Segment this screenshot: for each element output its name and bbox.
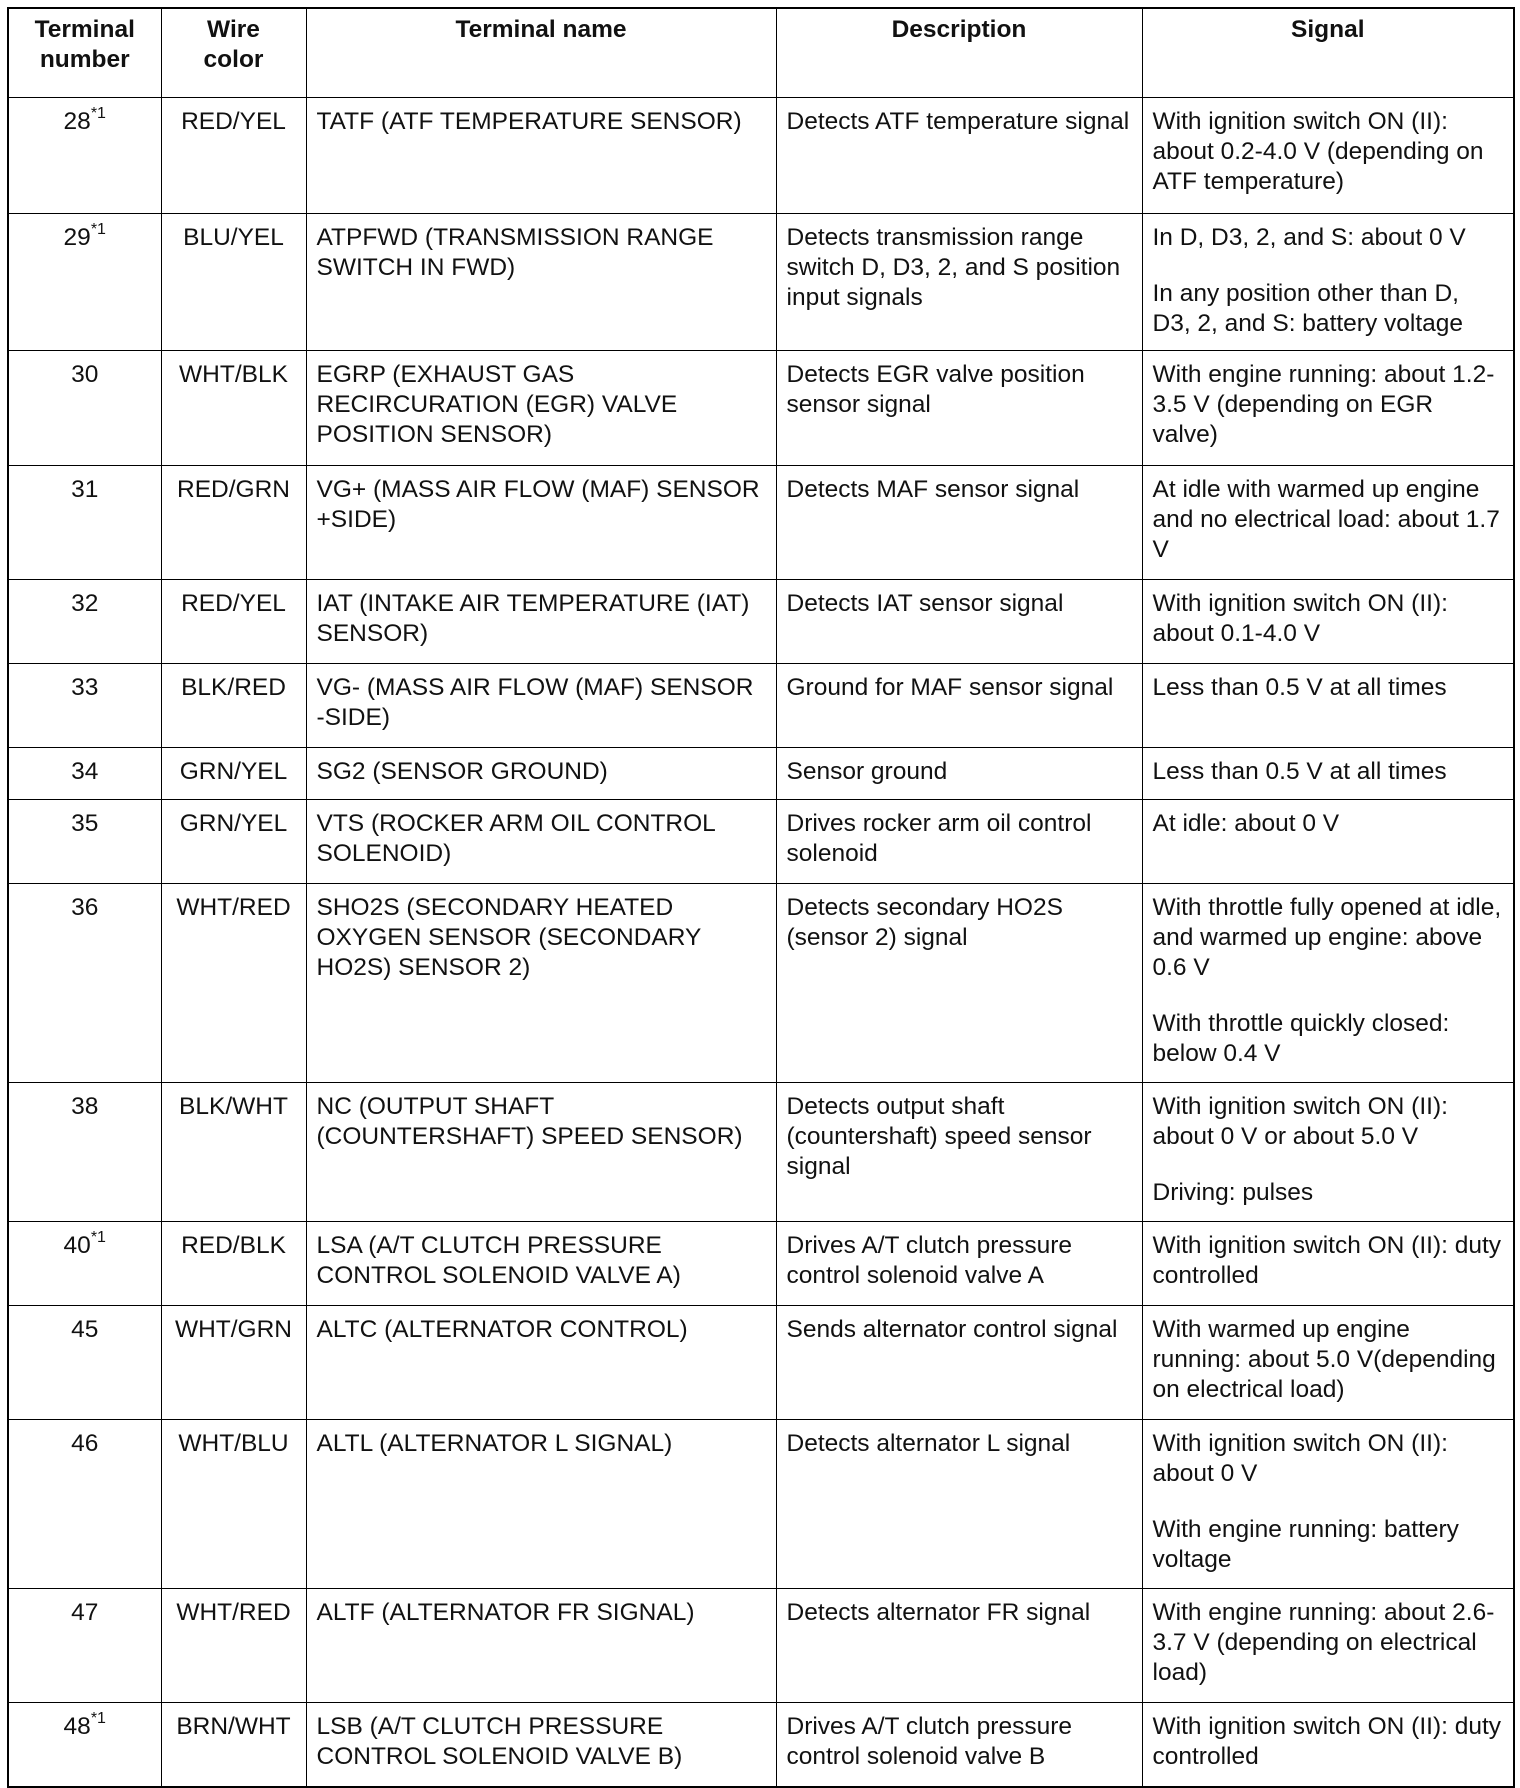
signal-cell bbox=[1142, 884, 1514, 1083]
wire-color-cell: BLU/YEL bbox=[161, 214, 306, 351]
footnote-marker: *1 bbox=[90, 1228, 106, 1246]
terminal-number: 33 bbox=[71, 674, 99, 701]
terminal-number-cell bbox=[8, 884, 161, 1083]
table-row bbox=[8, 351, 1514, 466]
table-row bbox=[8, 1589, 1514, 1703]
signal-text: In D, D3, 2, and S: about 0 V bbox=[1152, 224, 1466, 251]
table-row bbox=[8, 1703, 1514, 1787]
table-row bbox=[8, 98, 1514, 214]
terminal-number: 45 bbox=[71, 1316, 99, 1343]
description-cell: Detects alternator FR signal bbox=[776, 1589, 1142, 1703]
description-cell: Detects transmission range switch D, D3, 2, and S position input signals bbox=[776, 214, 1142, 351]
description-cell: Detects MAF sensor signal bbox=[776, 466, 1142, 580]
signal-text: With engine running: about 1.2-3.5 V (depending on EGR valve) bbox=[1152, 361, 1495, 448]
table-row bbox=[8, 664, 1514, 748]
wire-color-cell: BLK/RED bbox=[161, 664, 306, 748]
description-cell: Drives A/T clutch pressure control solenoid valve B bbox=[776, 1703, 1142, 1787]
terminal-name-cell: ALTC (ALTERNATOR CONTROL) bbox=[306, 1306, 776, 1420]
header-signal: Signal bbox=[1142, 8, 1514, 98]
terminal-number: 38 bbox=[71, 1093, 99, 1120]
terminal-number-cell bbox=[8, 98, 161, 214]
signal-cell bbox=[1142, 664, 1514, 748]
signal-text: Driving: pulses bbox=[1152, 1179, 1314, 1206]
terminal-number: 46 bbox=[71, 1430, 99, 1457]
signal-text: With ignition switch ON (II): duty controlled bbox=[1152, 1232, 1502, 1289]
table-row bbox=[8, 1222, 1514, 1306]
signal-cell bbox=[1142, 214, 1514, 351]
signal-text: Less than 0.5 V at all times bbox=[1152, 758, 1447, 785]
wire-color-cell: WHT/BLU bbox=[161, 1420, 306, 1589]
wire-color-cell: BRN/WHT bbox=[161, 1703, 306, 1787]
signal-cell bbox=[1142, 351, 1514, 466]
signal-text: With warmed up engine running: about 5.0 V(depending on electrical load) bbox=[1152, 1316, 1496, 1403]
terminal-number-cell bbox=[8, 1306, 161, 1420]
description-cell: Ground for MAF sensor signal bbox=[776, 664, 1142, 748]
wire-color-cell: GRN/YEL bbox=[161, 800, 306, 884]
wire-color-cell: BLK/WHT bbox=[161, 1083, 306, 1222]
signal-cell bbox=[1142, 1703, 1514, 1787]
description-cell: Detects EGR valve position sensor signal bbox=[776, 351, 1142, 466]
terminal-number: 48 bbox=[63, 1713, 91, 1740]
signal-cell bbox=[1142, 580, 1514, 664]
wire-color-cell: RED/GRN bbox=[161, 466, 306, 580]
table-row bbox=[8, 748, 1514, 800]
table-row bbox=[8, 466, 1514, 580]
terminal-number: 30 bbox=[71, 361, 99, 388]
signal-cell bbox=[1142, 1306, 1514, 1420]
footnote-marker: *1 bbox=[90, 220, 106, 238]
signal-text: With ignition switch ON (II): about 0 V bbox=[1152, 1430, 1448, 1487]
terminal-name-cell: NC (OUTPUT SHAFT (COUNTERSHAFT) SPEED SENSOR) bbox=[306, 1083, 776, 1222]
terminal-name-cell: VG- (MASS AIR FLOW (MAF) SENSOR -SIDE) bbox=[306, 664, 776, 748]
signal-text: With ignition switch ON (II): about 0.2-4.0 V (depending on ATF temperature) bbox=[1152, 108, 1484, 195]
terminal-number: 28 bbox=[63, 108, 91, 135]
signal-text: With ignition switch ON (II): about 0.1-4.0 V bbox=[1152, 590, 1448, 647]
signal-text: In any position other than D, D3, 2, and S: battery voltage bbox=[1152, 280, 1464, 337]
signal-cell bbox=[1142, 1083, 1514, 1222]
terminal-number-cell bbox=[8, 1222, 161, 1306]
signal-text: With throttle fully opened at idle, and warmed up engine: above 0.6 V bbox=[1152, 894, 1502, 981]
table-row bbox=[8, 1083, 1514, 1222]
footnote-marker: *1 bbox=[90, 104, 106, 122]
description-cell: Detects IAT sensor signal bbox=[776, 580, 1142, 664]
description-cell: Detects alternator L signal bbox=[776, 1420, 1142, 1589]
signal-text: With ignition switch ON (II): duty controlled bbox=[1152, 1713, 1502, 1770]
footnote-marker: *1 bbox=[90, 1709, 106, 1727]
description-cell: Drives rocker arm oil control solenoid bbox=[776, 800, 1142, 884]
wire-color-cell: RED/YEL bbox=[161, 98, 306, 214]
signal-cell bbox=[1142, 748, 1514, 800]
wire-color-cell: WHT/BLK bbox=[161, 351, 306, 466]
description-cell: Detects secondary HO2S (sensor 2) signal bbox=[776, 884, 1142, 1083]
terminal-name-cell: ALTL (ALTERNATOR L SIGNAL) bbox=[306, 1420, 776, 1589]
terminal-number-cell bbox=[8, 664, 161, 748]
signal-text: At idle with warmed up engine and no electrical load: about 1.7 V bbox=[1152, 476, 1500, 563]
terminal-name-cell: LSB (A/T CLUTCH PRESSURE CONTROL SOLENOID VALVE B) bbox=[306, 1703, 776, 1787]
description-cell: Sensor ground bbox=[776, 748, 1142, 800]
terminal-number-cell bbox=[8, 466, 161, 580]
terminal-number-cell bbox=[8, 214, 161, 351]
terminal-table bbox=[7, 7, 1515, 1788]
terminal-name-cell: TATF (ATF TEMPERATURE SENSOR) bbox=[306, 98, 776, 214]
table-row bbox=[8, 1306, 1514, 1420]
signal-text: With engine running: battery voltage bbox=[1152, 1516, 1459, 1573]
header-wire-color: Wire color bbox=[161, 8, 306, 98]
signal-text: Less than 0.5 V at all times bbox=[1152, 674, 1447, 701]
terminal-number: 36 bbox=[71, 894, 99, 921]
terminal-name-cell: SG2 (SENSOR GROUND) bbox=[306, 748, 776, 800]
description-cell: Sends alternator control signal bbox=[776, 1306, 1142, 1420]
terminal-name-cell: IAT (INTAKE AIR TEMPERATURE (IAT) SENSOR) bbox=[306, 580, 776, 664]
signal-text: With engine running: about 2.6-3.7 V (depending on electrical load) bbox=[1152, 1599, 1495, 1686]
signal-cell bbox=[1142, 466, 1514, 580]
terminal-name-cell: ATPFWD (TRANSMISSION RANGE SWITCH IN FWD) bbox=[306, 214, 776, 351]
signal-cell bbox=[1142, 800, 1514, 884]
header-terminal-name: Terminal name bbox=[306, 8, 776, 98]
terminal-name-cell: ALTF (ALTERNATOR FR SIGNAL) bbox=[306, 1589, 776, 1703]
terminal-name-cell: EGRP (EXHAUST GAS RECIRCURATION (EGR) VALVE POSITION SENSOR) bbox=[306, 351, 776, 466]
terminal-number: 34 bbox=[71, 758, 99, 785]
signal-cell bbox=[1142, 1589, 1514, 1703]
terminal-number-cell bbox=[8, 351, 161, 466]
wire-color-cell: RED/BLK bbox=[161, 1222, 306, 1306]
description-cell: Detects ATF temperature signal bbox=[776, 98, 1142, 214]
signal-cell bbox=[1142, 1420, 1514, 1589]
signal-text: At idle: about 0 V bbox=[1152, 810, 1340, 837]
description-cell: Detects output shaft (countershaft) speed sensor signal bbox=[776, 1083, 1142, 1222]
terminal-number: 35 bbox=[71, 810, 99, 837]
terminal-number: 40 bbox=[63, 1232, 91, 1259]
terminal-name-cell: VTS (ROCKER ARM OIL CONTROL SOLENOID) bbox=[306, 800, 776, 884]
header-terminal-number: Terminal number bbox=[8, 8, 161, 98]
signal-cell bbox=[1142, 1222, 1514, 1306]
terminal-number-cell bbox=[8, 1083, 161, 1222]
signal-text: With ignition switch ON (II): about 0 V or about 5.0 V bbox=[1152, 1093, 1448, 1150]
table-row bbox=[8, 1420, 1514, 1589]
header-row bbox=[8, 8, 1514, 98]
terminal-number: 32 bbox=[71, 590, 99, 617]
wire-color-cell: WHT/RED bbox=[161, 884, 306, 1083]
wire-color-cell: WHT/GRN bbox=[161, 1306, 306, 1420]
terminal-number: 47 bbox=[71, 1599, 99, 1626]
terminal-name-cell: SHO2S (SECONDARY HEATED OXYGEN SENSOR (SECONDARY HO2S) SENSOR 2) bbox=[306, 884, 776, 1083]
terminal-name-cell: LSA (A/T CLUTCH PRESSURE CONTROL SOLENOID VALVE A) bbox=[306, 1222, 776, 1306]
terminal-number: 29 bbox=[63, 224, 91, 251]
terminal-number-cell bbox=[8, 580, 161, 664]
terminal-number: 31 bbox=[71, 476, 99, 503]
signal-text: With throttle quickly closed: below 0.4 V bbox=[1152, 1010, 1450, 1067]
terminal-number-cell bbox=[8, 748, 161, 800]
table-row bbox=[8, 214, 1514, 351]
terminal-number-cell bbox=[8, 800, 161, 884]
terminal-number-cell bbox=[8, 1589, 161, 1703]
wire-color-cell: GRN/YEL bbox=[161, 748, 306, 800]
wire-color-cell: RED/YEL bbox=[161, 580, 306, 664]
description-cell: Drives A/T clutch pressure control solenoid valve A bbox=[776, 1222, 1142, 1306]
header-description: Description bbox=[776, 8, 1142, 98]
terminal-number-cell bbox=[8, 1420, 161, 1589]
signal-cell bbox=[1142, 98, 1514, 214]
terminal-name-cell: VG+ (MASS AIR FLOW (MAF) SENSOR +SIDE) bbox=[306, 466, 776, 580]
table-row bbox=[8, 884, 1514, 1083]
table-row bbox=[8, 800, 1514, 884]
terminal-number-cell bbox=[8, 1703, 161, 1787]
table-row bbox=[8, 580, 1514, 664]
wire-color-cell: WHT/RED bbox=[161, 1589, 306, 1703]
